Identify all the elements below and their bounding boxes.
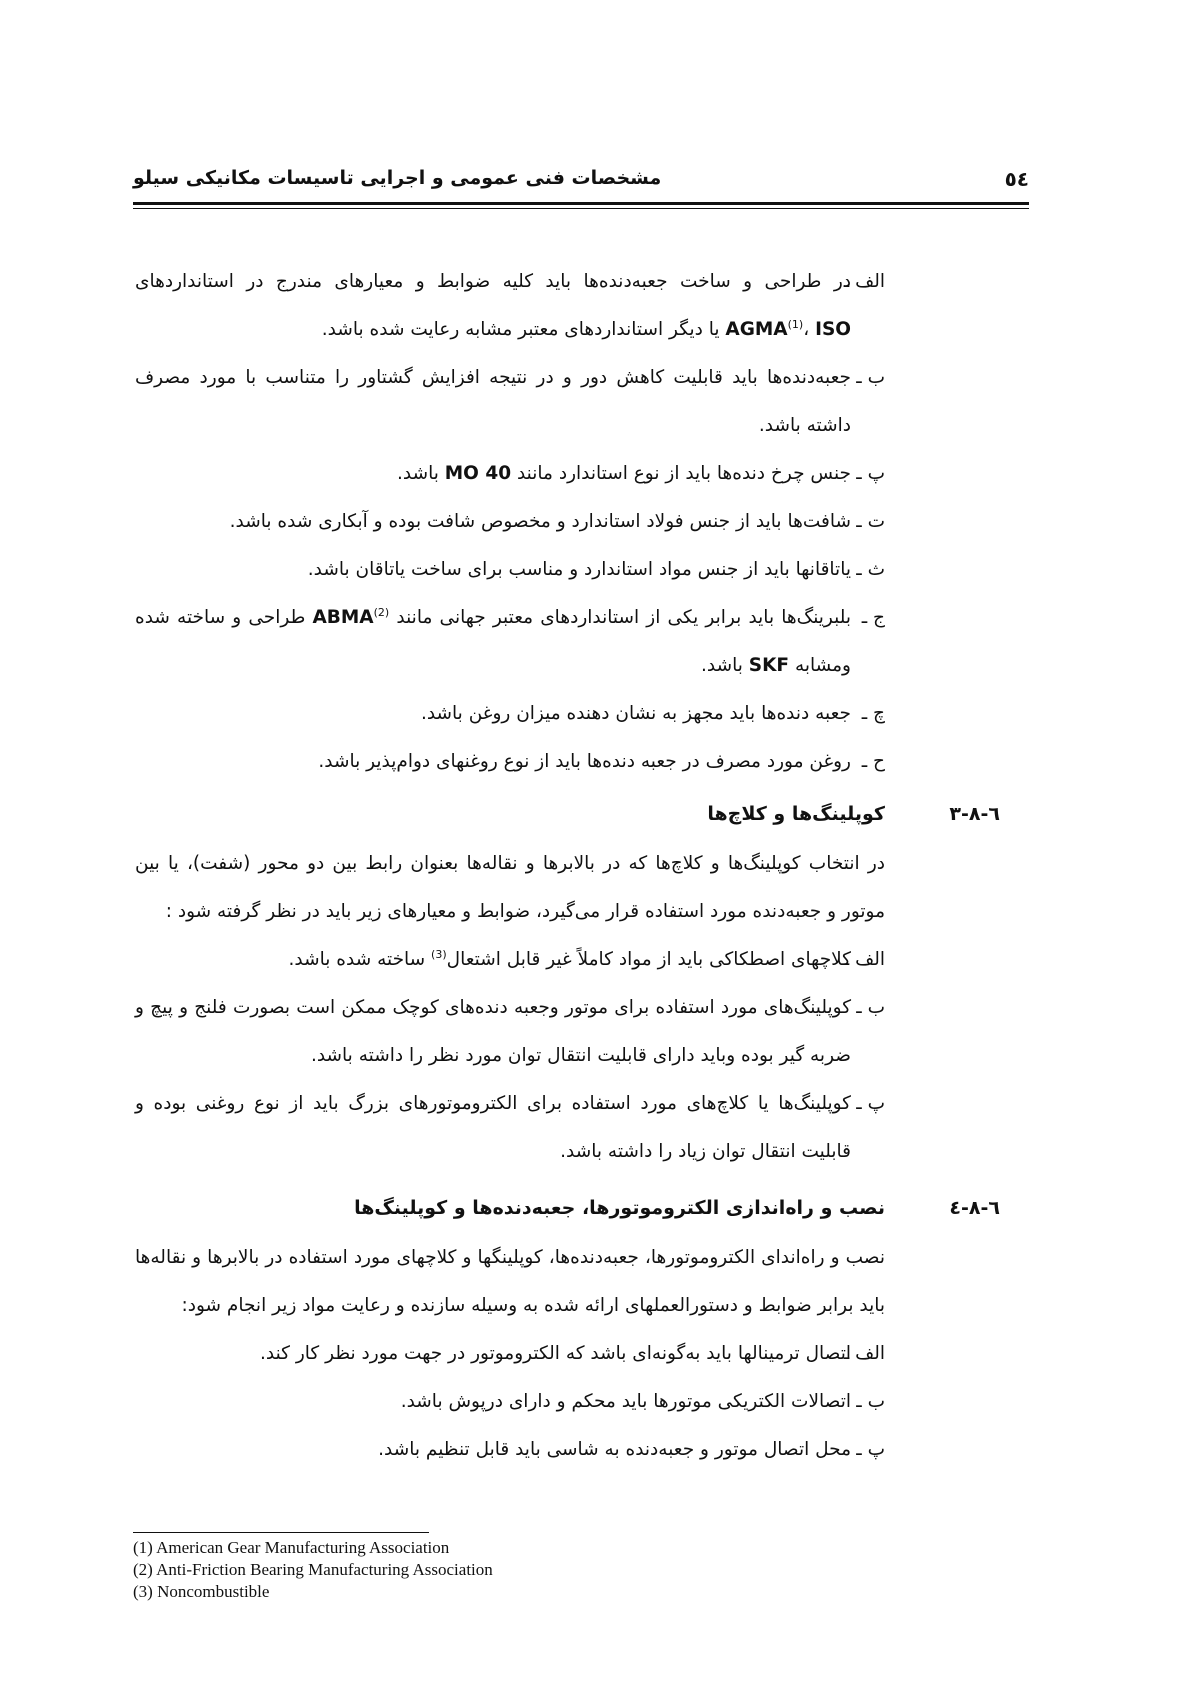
section-number: ٦-٨-٣ <box>949 803 1000 825</box>
text-run: اتصالات الکتریکی موتورها باید محکم و دارای درپوش باشد. <box>400 1391 851 1412</box>
list-item <box>135 258 885 354</box>
list-item <box>135 450 885 498</box>
latin-term: ISO <box>815 319 851 340</box>
section-heading-couplings <box>135 790 1000 840</box>
list-item-text <box>135 1426 851 1474</box>
installation-requirements-list <box>135 1330 885 1474</box>
text-run: یاتاقانها باید از جنس مواد استاندارد و مناسب برای ساخت یاتاقان باشد. <box>307 559 851 580</box>
header-rule <box>133 202 1029 205</box>
footnote: (3) Noncombustible <box>133 1582 270 1601</box>
latin-term: SKF <box>748 655 790 676</box>
text-run: شافت‌ها باید از جنس فولاد استاندارد و مخصوص شافت بوده و آبکاری شده باشد. <box>229 511 851 532</box>
footnote-reference: (3) <box>431 947 447 961</box>
text-run: طراحی و ساخته شده ومشابه <box>135 607 851 676</box>
footnote-rule <box>133 1532 429 1533</box>
section-title: کوپلینگ‌ها و کلاچ‌ها <box>707 803 885 825</box>
list-item-marker: ث ـ <box>856 559 885 580</box>
list-item-marker: پ ـ <box>856 1093 885 1114</box>
page-body <box>135 258 1000 1474</box>
list-item-marker: ج ـ <box>861 607 885 628</box>
text-run: کوپلینگ‌ها یا کلاچ‌های مورد استفاده برای الکتروموتورهای بزرگ باید از نوع روغنی بوده و قابلیت انتقال توان زیاد را داشته باشد. <box>135 1093 851 1162</box>
list-item-text <box>135 690 851 738</box>
list-item-text <box>135 1080 851 1176</box>
list-item-text <box>135 450 851 498</box>
footnote: (2) Anti-Friction Bearing Manufacturing Association <box>133 1560 493 1579</box>
text-run: کلاچهای اصطکاکی باید از مواد کاملاً غیر قابل اشتعال <box>446 949 851 970</box>
list-item <box>135 1330 885 1378</box>
list-item-text <box>135 354 851 450</box>
text-run: اتصال ترمینالها باید به‌گونه‌ای باشد که الکتروموتور در جهت مورد نظر کار کند. <box>260 1343 851 1364</box>
footnote: (1) American Gear Manufacturing Association <box>133 1538 450 1557</box>
list-item <box>135 354 885 450</box>
list-item-marker: ب ـ <box>856 367 885 388</box>
page-number: ٥٤ <box>1004 167 1029 191</box>
section-intro-paragraph: در انتخاب کوپلینگ‌ها و کلاچ‌ها که در بالابرها و نقاله‌ها بعنوان رابط بین دو محور (شفت)، یا بین موتور و جعبه‌دنده مورد استفاده قرار می‌گیرد، ضوابط و معیارهای زیر باید در نظر گرفته شود : <box>135 853 885 922</box>
page-header <box>133 165 1029 199</box>
header-rule-thin <box>133 208 1029 209</box>
coupling-requirements-list <box>135 936 885 1176</box>
text-run: محل اتصال موتور و جعبه‌دنده به شاسی باید قابل تنظیم باشد. <box>378 1439 851 1460</box>
text-run: ، <box>803 319 816 340</box>
list-item <box>135 594 885 690</box>
text-run: روغن مورد مصرف در جعبه دنده‌ها باید از نوع روغنهای دوام‌پذیر باشد. <box>318 751 851 772</box>
list-item-text <box>135 738 851 786</box>
text-run: جعبه دنده‌ها باید مجهز به نشان دهنده میزان روغن باشد. <box>420 703 851 724</box>
list-item <box>135 1080 885 1176</box>
section-heading-installation <box>135 1184 1000 1234</box>
list-item-marker: الف ـ <box>843 271 885 292</box>
footnote-reference: (1) <box>787 317 804 331</box>
list-item-marker: ب ـ <box>856 997 885 1018</box>
section-intro-paragraph: نصب و راه‌اندای الکتروموتورها، جعبه‌دنده‌ها، کوپلینگها و کلاچهای مورد استفاده در بالابرها و نقاله‌ها باید برابر ضوابط و دستورالعملهای ارائه شده به وسیله سازنده و رعایت مواد زیر انجام شود: <box>135 1247 885 1316</box>
list-item <box>135 1378 885 1426</box>
list-item <box>135 1426 885 1474</box>
text-run: جنس چرخ دنده‌ها باید از نوع استاندارد مانند <box>511 463 851 484</box>
list-item-marker: ح ـ <box>861 751 885 772</box>
list-item-marker: ت ـ <box>856 511 885 532</box>
text-run: باشد. <box>700 655 749 676</box>
list-item-text <box>135 546 851 594</box>
text-run: یا دیگر استانداردهای معتبر مشابه رعایت شده باشد. <box>321 319 726 340</box>
text-run: کوپلینگ‌های مورد استفاده برای موتور وجعبه دنده‌های کوچک ممکن است بصورت فلنج و پیچ و ضربه گیر بوده وباید دارای قابلیت انتقال توان مورد نظر را داشته باشد. <box>135 997 851 1066</box>
list-item-text <box>135 498 851 546</box>
latin-term: AGMA <box>725 319 788 340</box>
list-item <box>135 984 885 1080</box>
list-item-text <box>135 984 851 1080</box>
list-item-text <box>135 1378 851 1426</box>
list-item-marker: پ ـ <box>856 463 885 484</box>
latin-term: MO 40 <box>444 463 512 484</box>
list-item-text <box>135 936 851 984</box>
text-run: ساخته شده باشد. <box>288 949 432 970</box>
gearbox-requirements-list <box>135 258 885 786</box>
list-item <box>135 498 885 546</box>
section-number: ٦-٨-٤ <box>949 1197 1000 1219</box>
list-item-text <box>135 594 851 690</box>
list-item <box>135 936 885 984</box>
footnote-reference: (2) <box>373 605 390 619</box>
text-run: جعبه‌دنده‌ها باید قابلیت کاهش دور و در نتیجه افزایش گشتاور را متناسب با مورد مصرف داشته باشد. <box>135 367 851 436</box>
list-item-text <box>135 258 851 354</box>
text-run: باشد. <box>397 463 445 484</box>
section-title: نصب و راه‌اندازی الکتروموتورها، جعبه‌دنده‌ها و کوپلینگ‌ها <box>354 1197 885 1219</box>
text-run: بلبرینگ‌ها باید برابر یکی از استانداردهای معتبر جهانی مانند <box>389 607 851 628</box>
list-item-marker: پ ـ <box>856 1439 885 1460</box>
list-item-marker: الف ـ <box>843 949 885 970</box>
running-title: مشخصات فنی عمومی و اجرایی تاسیسات مکانیکی سیلو <box>133 167 662 189</box>
list-item <box>135 738 885 786</box>
list-item-marker: ب ـ <box>856 1391 885 1412</box>
list-item-marker: الف ـ <box>843 1343 885 1364</box>
list-item-marker: چ ـ <box>861 703 885 724</box>
latin-term: ABMA <box>312 607 374 628</box>
text-run: در طراحی و ساخت جعبه‌دنده‌ها باید کلیه ضوابط و معیارهای مندرج در استانداردهای <box>135 271 851 292</box>
list-item <box>135 546 885 594</box>
footnotes <box>133 1537 833 1603</box>
list-item-text <box>135 1330 851 1378</box>
list-item <box>135 690 885 738</box>
